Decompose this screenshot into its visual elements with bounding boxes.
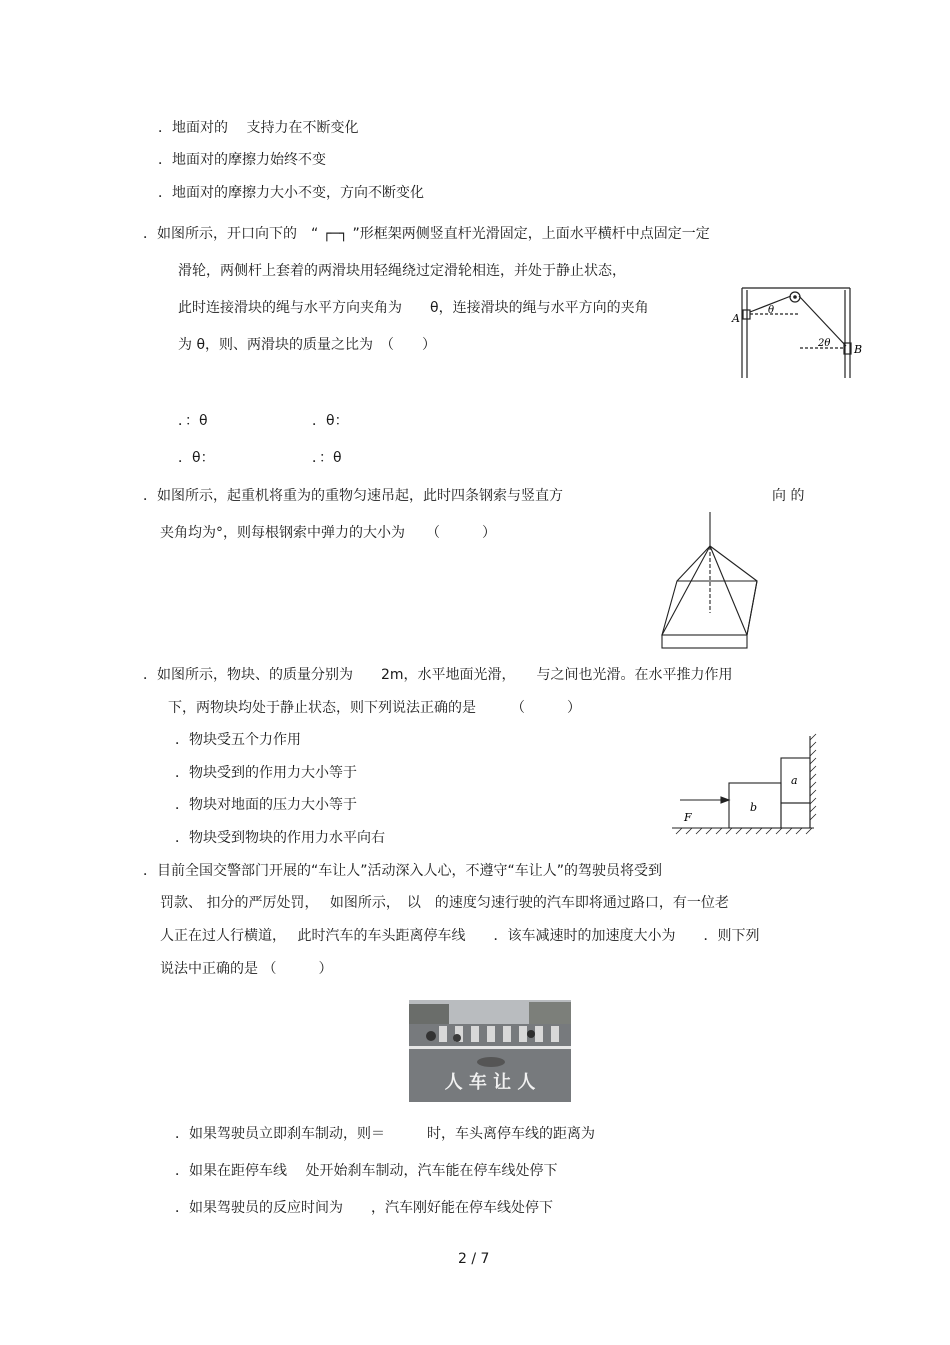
crane-cable-figure (655, 508, 765, 653)
question-text: 向 的 (772, 488, 805, 504)
label-b: b (750, 801, 758, 814)
option-line: ．物块受到物块的作用力水平向右 (175, 830, 385, 846)
question-text: 罚款、 扣分的严厉处罚， 如图所示， 以 的速度匀速行驶的汽车即将通过路口，有一位老 (160, 895, 729, 911)
option-line: ．如果在距停车线 处开始刹车制动，汽车能在停车线处停下 (175, 1163, 558, 1179)
label-a: A (732, 312, 740, 325)
angle-a-label: θ (768, 305, 775, 316)
option-line: ．物块受到的作用力大小等于 (175, 765, 357, 781)
option-line: ．地面对的 支持力在不断变化 (158, 120, 359, 136)
question-text: 为 θ，则、两滑块的质量之比为 （ ） (178, 337, 437, 353)
option-line: ．如果驾驶员的反应时间为 ，汽车刚好能在停车线处停下 (175, 1200, 553, 1216)
question-text: ．目前全国交警部门开展的“车让人”活动深入人心，不遵守“车让人”的驾驶员将受到 (143, 863, 663, 879)
question-text: ．如图所示，物块、的质量分别为 2m，水平地面光滑， 与之间也光滑。在水平推力作用 (143, 667, 733, 683)
option-line: ．物块受五个力作用 (175, 732, 301, 748)
angle-b-label: 2θ (818, 338, 831, 349)
page-number: 2 / 7 (458, 1251, 490, 1267)
road-marking-text: 人 车 让 人 (444, 1072, 536, 1093)
question-text: ．如图所示，起重机将重为的重物匀速吊起，此时四条钢索与竖直方 (143, 488, 563, 504)
option-line: ．如果驾驶员立即刹车制动，则＝ 时，车头离停车线的距离为 (175, 1126, 595, 1142)
option-line: ．物块对地面的压力大小等于 (175, 797, 357, 813)
crosswalk-photo (409, 1000, 571, 1102)
option-line: ．θ： (178, 450, 215, 466)
question-text: 下，两物块均处于静止状态，则下列说法正确的是 （ ） (168, 700, 581, 716)
blocks-wall-figure (672, 732, 822, 837)
question-text: 夹角均为°，则每根钢索中弹力的大小为 （ ） (160, 525, 496, 541)
question-text: 此时连接滑块的绳与水平方向夹角为 θ，连接滑块的绳与水平方向的夹角 (178, 300, 649, 316)
label-a: a (791, 774, 798, 787)
label-f: F (684, 811, 692, 824)
option-line: ．θ： (312, 413, 349, 429)
question-text: 人正在过人行横道， 此时汽车的车头距离停车线 ．该车减速时的加速度大小为 ．则下列 (160, 928, 760, 944)
frame-pulley-figure (730, 282, 863, 382)
option-line: ．地面对的摩擦力始终不变 (158, 152, 326, 168)
question-text: ．如图所示，开口向下的 “ ┌─┐ ”形框架两侧竖直杆光滑固定，上面水平横杆中点固定一定 (143, 226, 710, 242)
option-line: ．地面对的摩擦力大小不变，方向不断变化 (158, 185, 424, 201)
option-line: ．：θ (178, 413, 208, 429)
option-line: ．：θ (312, 450, 342, 466)
question-text: 说法中正确的是 （ ） (160, 961, 333, 977)
question-text: 滑轮，两侧杆上套着的两滑块用轻绳绕过定滑轮相连，并处于静止状态， (178, 263, 626, 279)
label-b: B (854, 343, 863, 356)
